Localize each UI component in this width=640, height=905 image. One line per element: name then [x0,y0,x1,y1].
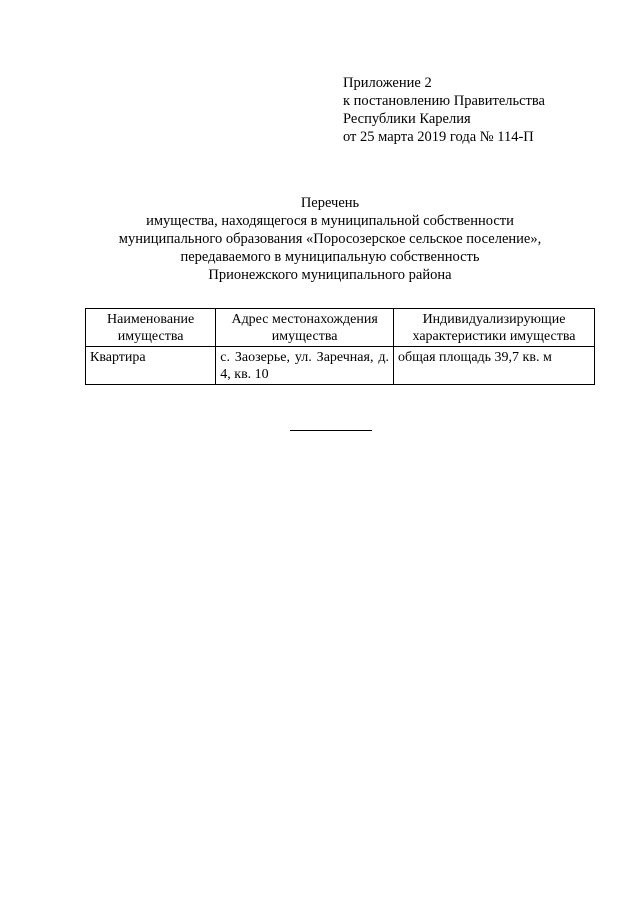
title-line: муниципального образования «Поросозерское сельское поселение», [118,231,542,247]
cell-name: Квартира [86,347,216,385]
appendix-line: Приложение 2 [343,75,432,91]
document-title [60,194,600,284]
appendix-line: к постановлению Правительства [343,93,545,109]
appendix-block [343,74,545,146]
title-line: Прионежского муниципального района [208,267,452,283]
cell-address: с. Заозерье, ул. Заречная, д. 4, кв. 10 [216,347,394,385]
table-header-row [86,309,595,347]
title-line: имущества, находящегося в муниципальной собственности [146,213,514,229]
header-name: Наименование имущества [86,309,216,347]
end-separator-line [290,430,372,431]
title-heading: Перечень [300,195,360,211]
title-line: передаваемого в муниципальную собственность [180,249,480,265]
cell-characteristics: общая площадь 39,7 кв. м [394,347,595,385]
appendix-line: Республики Карелия [343,111,471,127]
appendix-line: от 25 марта 2019 года № 114-П [343,129,534,145]
header-characteristics: Индивидуализирующие характеристики имущества [394,309,595,347]
header-address: Адрес местонахождения имущества [216,309,394,347]
table-row [86,347,595,385]
property-table [85,308,595,385]
